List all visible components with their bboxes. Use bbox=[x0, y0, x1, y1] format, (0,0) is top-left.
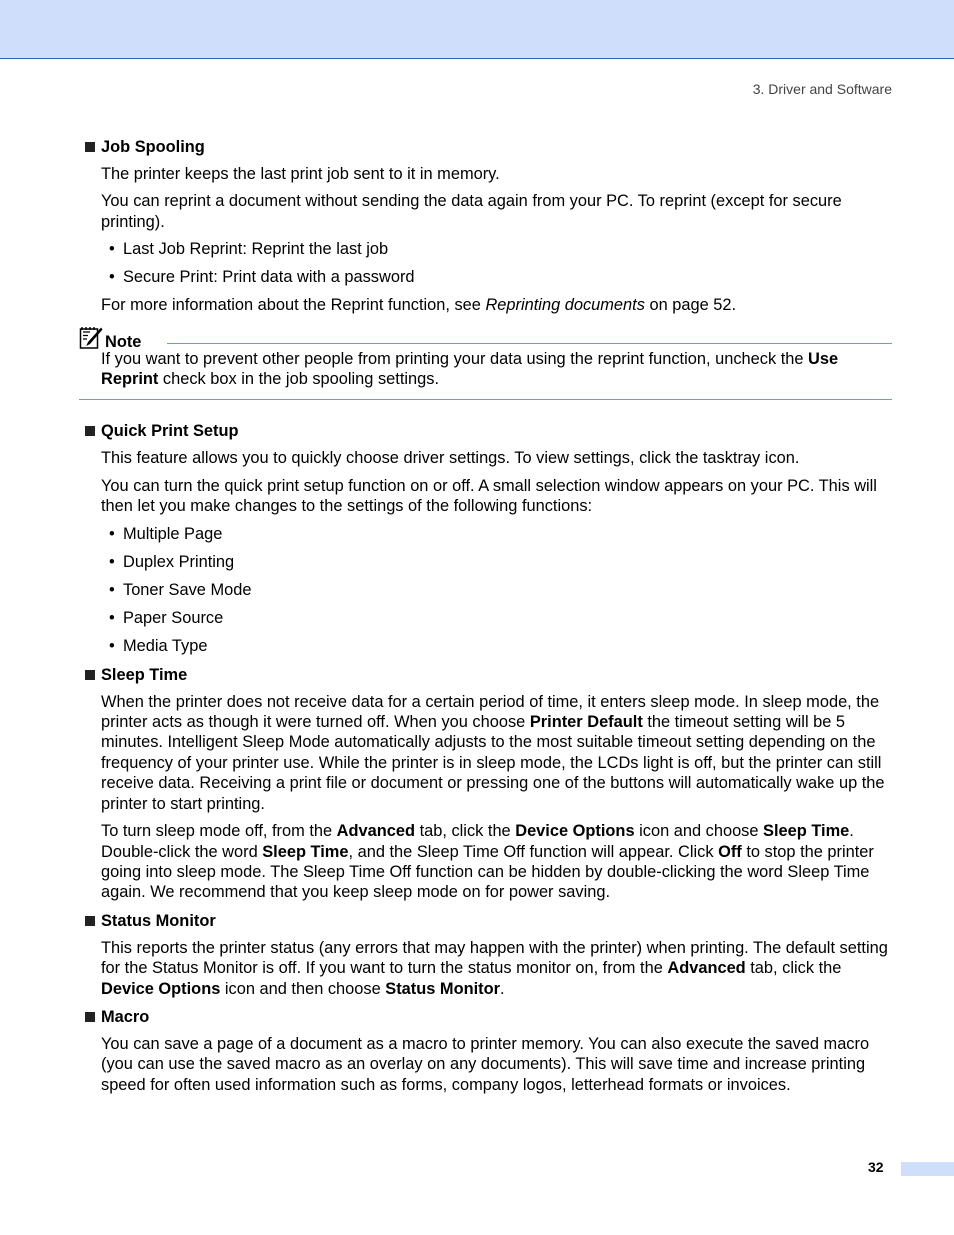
list-item: • Toner Save Mode bbox=[109, 580, 252, 599]
bullet-dot-icon: • bbox=[109, 608, 115, 627]
paragraph: The printer keeps the last print job sent to it in memory. bbox=[101, 165, 500, 183]
chapter-title: 3. Driver and Software bbox=[752, 81, 892, 97]
note-box bbox=[79, 328, 892, 401]
bullet-list bbox=[101, 524, 892, 656]
note-divider bbox=[167, 343, 892, 344]
bullet-list bbox=[101, 239, 892, 287]
list-item: • Secure Print: Print data with a password bbox=[109, 268, 415, 287]
bullet-dot-icon: • bbox=[109, 268, 115, 287]
bullet-dot-icon: • bbox=[109, 636, 115, 655]
page-number: 32 bbox=[868, 1159, 884, 1175]
note-header bbox=[79, 328, 892, 354]
section-heading-macro: Macro bbox=[84, 1006, 892, 1028]
square-bullet-icon bbox=[85, 426, 95, 436]
square-bullet-icon bbox=[85, 916, 95, 926]
spacer bbox=[84, 400, 892, 420]
list-item: • Last Job Reprint: Reprint the last job bbox=[109, 240, 389, 259]
paragraph: To turn sleep mode off, from the Advanced tab, click the Device Options icon and choose Sleep Time. Double-click the word Sleep Time, and the Sleep Time Off function will appear. Click Off to stop the printer going into sleep mode. The Sleep Time Off function can be hidden by double-clicking the word Sleep Time again. We recommend that you keep sleep mode on for power saving. bbox=[101, 822, 874, 902]
paragraph: This reports the printer status (any errors that may happen with the printer) when printing. The default setting for the Status Monitor is off. If you want to turn the status monitor on, from the Advanced tab, click the Device Options icon and then choose Status Monitor. bbox=[101, 938, 888, 998]
section-heading-job-spooling: Job Spooling bbox=[84, 136, 892, 158]
page-content bbox=[84, 136, 892, 1102]
header-band bbox=[0, 0, 954, 59]
bullet-dot-icon: • bbox=[109, 240, 115, 259]
note-pencil-icon bbox=[79, 326, 103, 350]
cross-reference-link[interactable]: Reprinting documents bbox=[485, 296, 645, 315]
list-item: • Media Type bbox=[109, 636, 208, 655]
list-item: • Paper Source bbox=[109, 608, 224, 627]
paragraph: This feature allows you to quickly choose driver settings. To view settings, click the tasktray icon. bbox=[101, 449, 800, 468]
paragraph: You can turn the quick print setup function on or off. A small selection window appears on your PC. This will then let you make changes to the settings of the following functions: bbox=[101, 476, 877, 516]
bullet-dot-icon: • bbox=[109, 552, 115, 571]
paragraph: When the printer does not receive data for a certain period of time, it enters sleep mode. In sleep mode, the printer acts as though it were turned off. When you choose Printer Default the timeout setting will be 5 minutes. Intelligent Sleep Mode automatically adjusts to the most suitable timeout setting depending on the frequency of your printer use. While the printer is in sleep mode, the LCDs light is off, but the printer can still receive data. Receiving a print file or document or pressing one of the buttons will automatically wake up the printer to start printing. bbox=[101, 692, 885, 813]
paragraph: You can reprint a document without sending the data again from your PC. To reprint (except for secure printing). bbox=[101, 192, 842, 231]
list-item: • Multiple Page bbox=[109, 524, 223, 543]
list-item: • Duplex Printing bbox=[109, 552, 235, 571]
note-label: Note bbox=[105, 332, 142, 351]
bullet-dot-icon: • bbox=[109, 524, 115, 543]
page-number-band bbox=[901, 1162, 954, 1176]
square-bullet-icon bbox=[85, 142, 95, 152]
section-heading-quick-print-setup: Quick Print Setup bbox=[84, 420, 892, 442]
note-text: If you want to prevent other people from printing your data using the reprint function, uncheck the Use Reprint check box in the job spooling settings. bbox=[101, 349, 839, 389]
square-bullet-icon bbox=[85, 670, 95, 680]
section-heading-sleep-time: Sleep Time bbox=[84, 664, 892, 686]
paragraph: You can save a page of a document as a macro to printer memory. You can also execute the saved macro (you can use the saved macro as an overlay on any documents). This will save time and increase printing speed for often used information such as forms, company logos, letterhead formats or invoices. bbox=[101, 1034, 870, 1094]
bullet-dot-icon: • bbox=[109, 580, 115, 599]
section-heading-status-monitor: Status Monitor bbox=[84, 910, 892, 932]
square-bullet-icon bbox=[85, 1012, 95, 1022]
paragraph: For more information about the Reprint function, see Reprinting documents on page 52. bbox=[101, 296, 737, 315]
